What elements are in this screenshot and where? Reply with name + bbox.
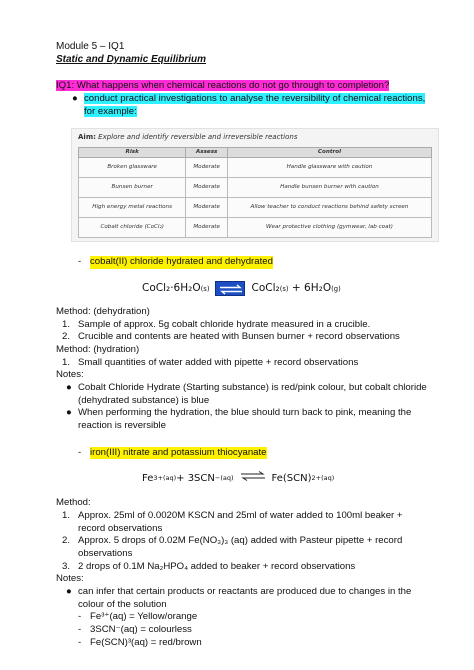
- method-hydration-label: Method: (hydration): [56, 343, 140, 355]
- dash-marker: -: [78, 256, 82, 268]
- table-cell: Moderate: [186, 217, 228, 237]
- iq-bullet-text: [84, 93, 430, 118]
- list-number: 3.: [62, 560, 71, 572]
- list-item-text: Fe(SCN)³(aq) = red/brown: [90, 636, 202, 648]
- list-item: [56, 624, 430, 637]
- list-item-text: Approx. 25ml of 0.0020M KSCN and 25ml of water added to 100ml beaker + record observations: [78, 510, 403, 534]
- bullet-icon: ●: [66, 407, 72, 419]
- list-item-text: can infer that certain products or reactants are produced due to changes in the colour of the solution: [78, 586, 412, 610]
- list-item-text: Approx. 5 drops of 0.02M Fe(NO₃)₃ (aq) added with Pasteur pipette + record observations: [78, 535, 403, 560]
- list-item: [56, 331, 430, 344]
- bullet-icon: ●: [66, 586, 72, 597]
- list-number: 2.: [62, 331, 71, 343]
- module-title: Module 5 – IQ1: [56, 41, 125, 52]
- bullet-icon: ●: [72, 93, 78, 105]
- assess-header: Assess: [186, 147, 228, 157]
- dash-marker: -: [78, 611, 82, 623]
- list-item-text: 3SCN⁻(aq) = colourless: [90, 623, 192, 635]
- iq-bullet-highlight: conduct practical investigations to analyse the reversibility of chemical reactions, for example:: [84, 93, 426, 117]
- table-cell: Moderate: [186, 197, 228, 217]
- list-item: [56, 637, 430, 650]
- dash-marker: -: [78, 623, 82, 635]
- list-item: [56, 586, 430, 611]
- eq-product-a: CoCl₂: [251, 281, 280, 294]
- iron-heading-row: [56, 447, 430, 460]
- list-item: [56, 407, 430, 432]
- table-cell: Allow teacher to conduct reactions behind safety screen: [227, 197, 431, 217]
- table-row: [79, 217, 432, 237]
- method-label: Method:: [56, 497, 91, 509]
- list-item: [56, 510, 430, 535]
- risk-table: [78, 147, 432, 238]
- iron-heading: iron(III) nitrate and potassium thiocyanate: [90, 446, 267, 458]
- notes-label: Notes:: [56, 573, 84, 585]
- risk-table-header: [79, 147, 432, 157]
- table-cell: Moderate: [186, 157, 228, 177]
- list-item-text: Fe³⁺(aq) = Yellow/orange: [90, 611, 198, 623]
- table-row: [79, 157, 432, 177]
- risk-assessment-image: [71, 128, 439, 242]
- aim-label: Aim:: [78, 133, 96, 142]
- iq-bullet: [56, 93, 430, 118]
- equilibrium-arrow-icon: [215, 281, 245, 296]
- table-cell: Bunsen burner: [79, 177, 186, 197]
- cobalt-heading: cobalt(II) chloride hydrated and dehydrated: [90, 256, 273, 268]
- list-item: [56, 382, 430, 407]
- table-cell: High energy metal reactions: [79, 197, 186, 217]
- iron-equation: Fe 3+ (aq) + 3SCN − (aq) Fe(SCN) 2+ (aq): [142, 472, 335, 484]
- table-cell: Broken glassware: [79, 157, 186, 177]
- aim-text: Explore and identify reversible and irreversible reactions: [98, 133, 298, 142]
- list-item-text: Cobalt Chloride Hydrate (Starting substance) is red/pink colour, but cobalt chloride (dehydrated substance) is blue: [78, 381, 427, 406]
- table-row: [79, 177, 432, 197]
- eq-reactant: CoCl₂·6H₂O: [142, 281, 201, 294]
- table-cell: Cobalt chloride (CoCl₂): [79, 217, 186, 237]
- table-cell: Moderate: [186, 177, 228, 197]
- equilibrium-arrows-icon: [240, 471, 266, 485]
- cobalt-heading-row: [56, 256, 430, 269]
- list-item-text: Small quantities of water added with pipette + record observations: [78, 356, 359, 368]
- list-item-text: When performing the hydration, the blue should turn back to pink, meaning the reaction is reversible: [78, 407, 412, 431]
- table-cell: Handle glassware with caution: [227, 157, 431, 177]
- aim-line: [78, 133, 432, 142]
- list-item-text: Sample of approx. 5g cobalt chloride hydrate measured in a crucible.: [78, 318, 371, 330]
- dash-marker: -: [78, 636, 82, 648]
- eq-iron: Fe: [142, 472, 154, 484]
- page-subtitle: Static and Dynamic Equilibrium: [56, 54, 207, 66]
- list-number: 1.: [62, 318, 71, 330]
- notes-label: Notes:: [56, 369, 84, 381]
- list-number: 2.: [62, 535, 71, 547]
- list-item: [56, 357, 430, 370]
- risk-header: Risk: [79, 147, 186, 157]
- inquiry-question: [56, 80, 430, 93]
- list-item: [56, 319, 430, 332]
- control-header: Control: [227, 147, 431, 157]
- cobalt-equation: CoCl₂·6H₂O (s) CoCl₂ (s) + 6H₂O (g): [142, 281, 430, 296]
- inquiry-question-text: IQ1: What happens when chemical reactions do not go through to completion?: [56, 80, 390, 92]
- eq-complex: Fe(SCN): [271, 472, 312, 484]
- table-cell: Handle bunsen burner with caution: [227, 177, 431, 197]
- table-row: [79, 197, 432, 217]
- list-item: [56, 535, 430, 560]
- eq-product-b: + 6H₂O: [291, 281, 332, 294]
- list-number: 1.: [62, 510, 71, 522]
- list-item-text: Crucible and contents are heated with Bunsen burner + record observations: [78, 331, 400, 343]
- list-item: [56, 611, 430, 624]
- method-dehydration-label: Method: (dehydration): [56, 306, 150, 317]
- eq-thiocyanate: + 3SCN: [176, 472, 215, 484]
- list-number: 1.: [62, 356, 71, 368]
- table-cell: Wear protective clothing (gymwear, lab coat): [227, 217, 431, 237]
- dash-marker: -: [78, 446, 82, 458]
- bullet-icon: ●: [66, 381, 72, 393]
- list-item: [56, 561, 430, 574]
- list-item-text: 2 drops of 0.1M Na₂HPO₄ added to beaker + record observations: [78, 560, 356, 572]
